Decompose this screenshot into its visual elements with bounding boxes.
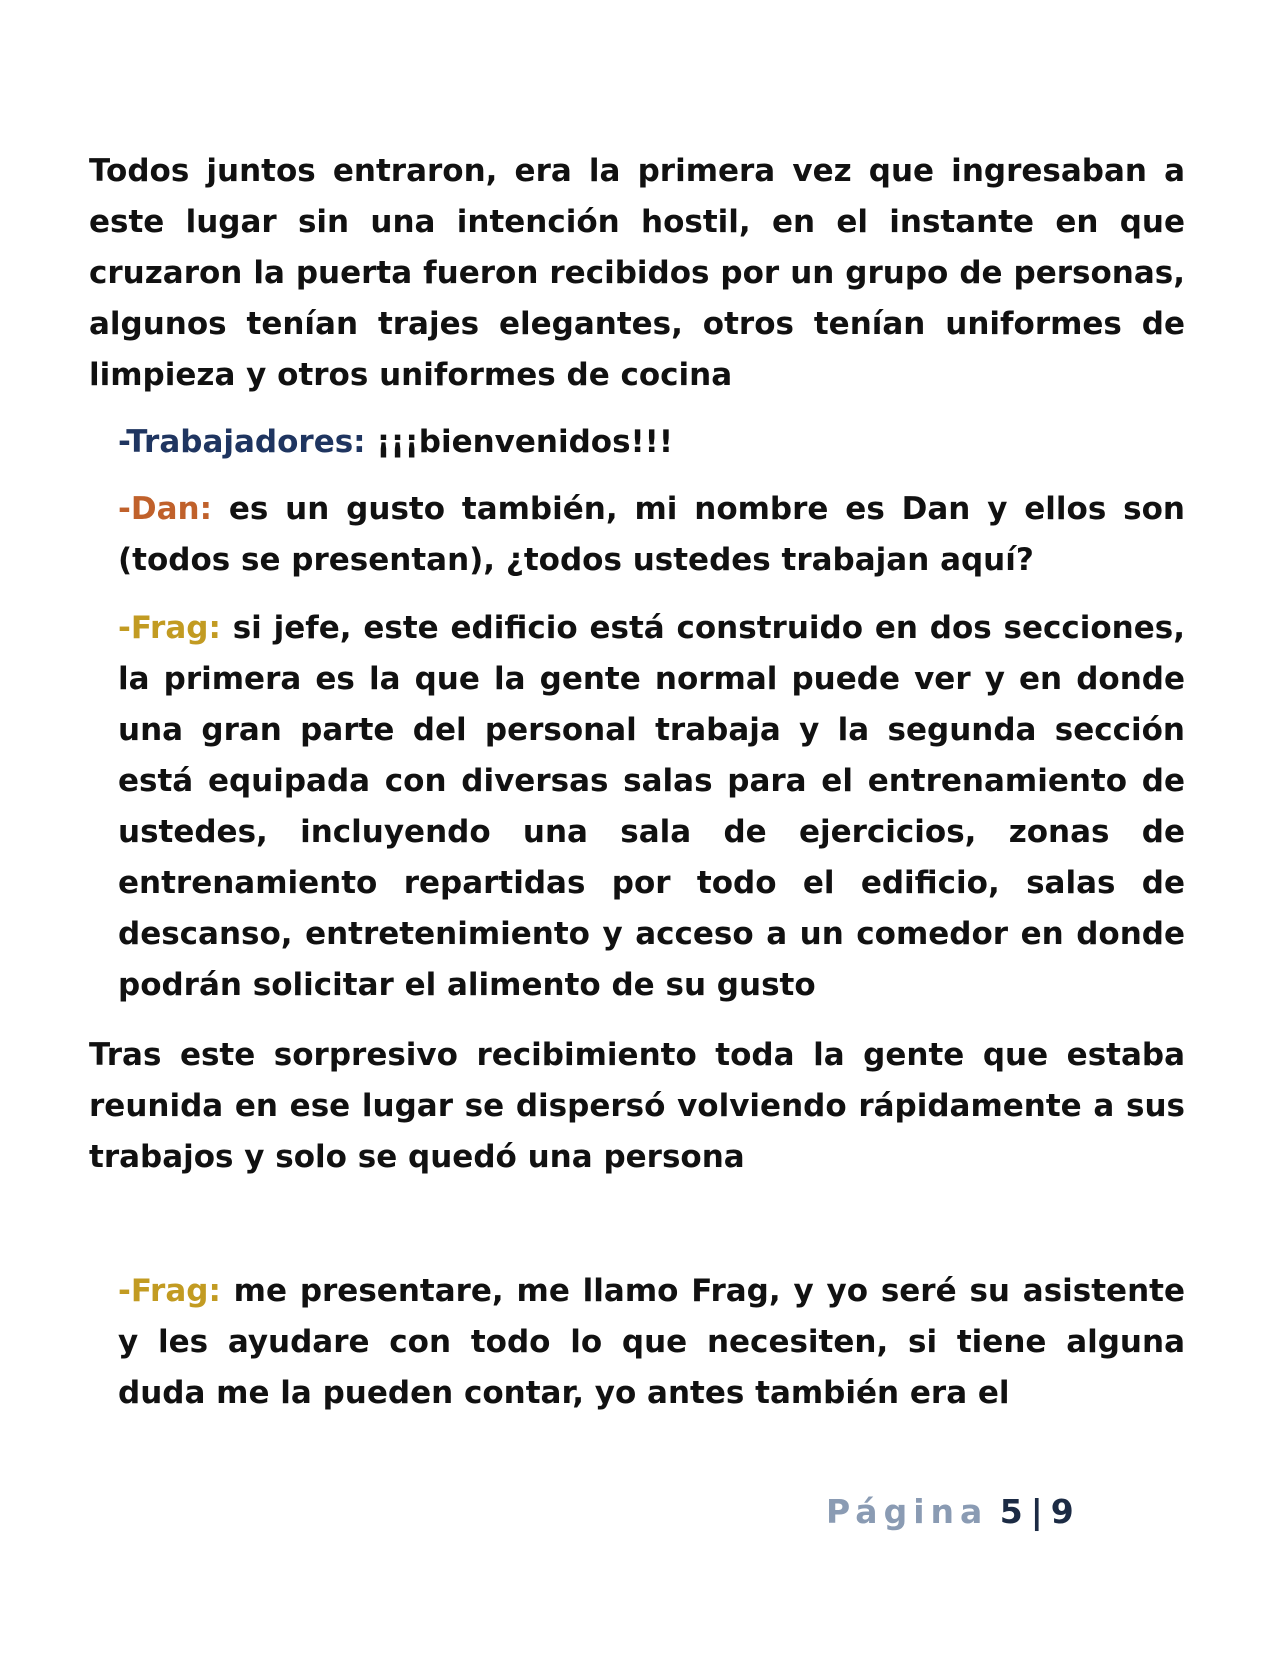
speaker-label: -Trabajadores:	[118, 424, 366, 460]
dialogue-text: es un gusto también, mi nombre es Dan y ellos son (todos se presentan), ¿todos ustedes trabajan aquí?	[118, 491, 1185, 578]
page-label: Página	[826, 1492, 989, 1531]
dialogue-trabajadores	[118, 417, 1185, 468]
page-number-total: 9	[1050, 1492, 1074, 1531]
dialogue-text: si jefe, este edificio está construido en dos secciones, la primera es la que la gente normal puede ver y en donde una gran parte del personal trabaja y la segunda sección está equipada con diversas salas para el entrenamiento de ustedes, incluyendo una sala de ejercicios, zonas de entrenamiento repartidas por todo el edificio, salas de descanso, entretenimiento y acceso a un comedor en donde podrán solicitar el alimento de su gusto	[118, 610, 1185, 1003]
paragraph-dispersal: Tras este sorpresivo recibimiento toda la gente que estaba reunida en ese lugar se dispersó volviendo rápidamente a sus trabajos y solo se quedó una persona	[89, 1037, 1185, 1175]
dialogue-text: ¡¡¡bienvenidos!!!	[365, 424, 673, 460]
page-number-current: 5	[999, 1492, 1023, 1531]
speaker-label: -Dan:	[118, 491, 212, 527]
dialogue-frag-1	[118, 603, 1185, 1011]
paragraph-intro: Todos juntos entraron, era la primera vez que ingresaban a este lugar sin una intención hostil, en el instante en que cruzaron la puerta fueron recibidos por un grupo de personas, algunos tenían trajes elegantes, otros tenían uniformes de limpieza y otros uniformes de cocina	[89, 153, 1185, 393]
dialogue-text: me presentare, me llamo Frag, y yo seré su asistente y les ayudare con todo lo que necesiten, si tiene alguna duda me la pueden contar, yo antes también era el	[118, 1273, 1185, 1411]
page-footer	[826, 1492, 1074, 1532]
speaker-label: -Frag:	[118, 1273, 221, 1309]
speaker-label: -Frag:	[118, 610, 221, 646]
page-number-separator: |	[1030, 1492, 1043, 1531]
dialogue-frag-2	[118, 1266, 1185, 1419]
dialogue-dan	[118, 484, 1185, 586]
